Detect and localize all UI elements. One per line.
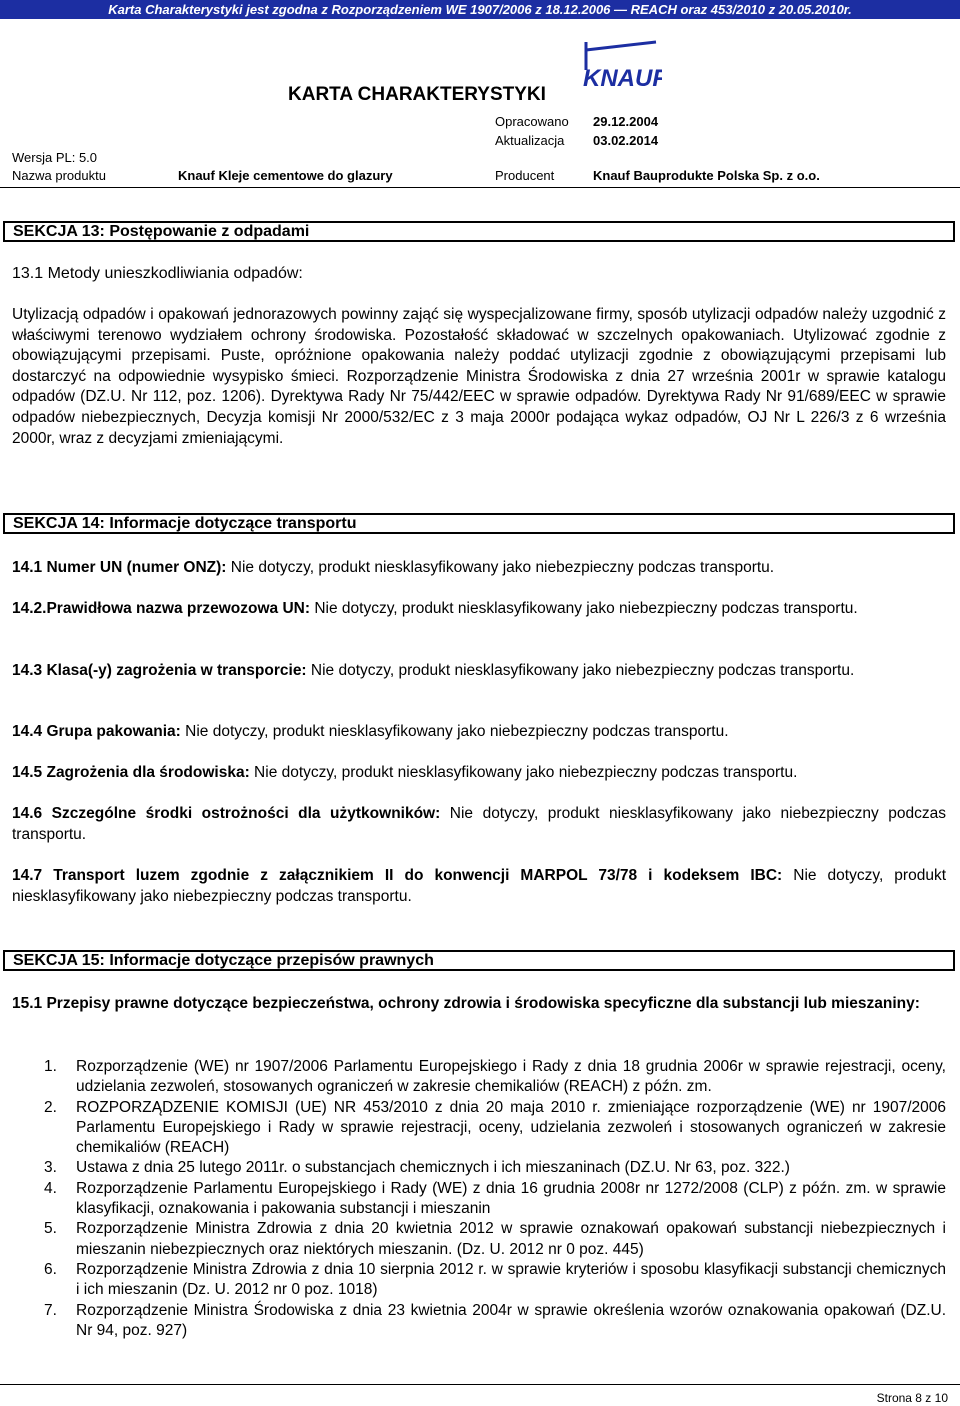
item-14-6 xyxy=(12,804,946,845)
item-14-4 xyxy=(12,722,946,743)
created-label: Opracowano xyxy=(495,114,569,129)
item-14-3 xyxy=(12,661,946,682)
knauf-logo xyxy=(580,40,662,97)
regulations-list xyxy=(12,1057,946,1341)
list-item xyxy=(12,1301,946,1342)
created-date: 29.12.2004 xyxy=(593,114,659,129)
list-item xyxy=(12,1219,946,1260)
item-14-2 xyxy=(12,599,946,620)
product-name: Knauf Kleje cementowe do glazury xyxy=(178,168,393,183)
regulation-banner: Karta Charakterystyki jest zgodna z Rozporządzeniem WE 1907/2006 z 18.12.2006 — REACH oraz 453/2010 z 20.05.2010r. xyxy=(0,0,960,19)
header-divider xyxy=(0,187,960,188)
section-14-heading: SEKCJA 14: Informacje dotyczące transportu xyxy=(3,513,955,534)
list-text: Rozporządzenie Ministra Środowiska z dnia 23 kwietnia 2004r w sprawie określenia wzorów oznakowania opakowań (DZ.U. Nr 94, poz. 927) xyxy=(76,1301,946,1339)
item-14-7-label: 14.7 Transport luzem zgodnie z załącznikiem II do konwencji MARPOL 73/78 i kodeksem IBC: xyxy=(12,867,783,884)
item-14-3-label: 14.3 Klasa(-y) zagrożenia w transporcie: xyxy=(12,662,307,679)
item-14-1-text: Nie dotyczy, produkt niesklasyfikowany jako niebezpieczny podczas transportu. xyxy=(226,559,775,576)
list-item xyxy=(12,1098,946,1159)
list-item xyxy=(12,1179,946,1220)
document-title: KARTA CHARAKTERYSTYKI xyxy=(288,84,546,105)
list-text: ROZPORZĄDZENIE KOMISJI (UE) NR 453/2010 z dnia 20 maja 2010 r. zmieniające rozporządzenie (WE) nr 1907/2006 Parlamentu Europejskiego i Rady w sprawie rejestracji, oceny, udzielania zezwoleń i stosowanych ograniczeń w zakresie chemikaliów (REACH) xyxy=(76,1098,946,1157)
logo-text: KNAUF xyxy=(583,65,662,92)
list-item xyxy=(12,1260,946,1301)
list-number: 1. xyxy=(44,1058,57,1075)
list-text: Rozporządzenie Parlamentu Europejskiego i Rady (WE) z dnia 16 grudnia 2008r nr 1272/2008 (CLP) z późn. zm. w sprawie klasyfikacji, oznakowania i pakowania substancji i mieszanin xyxy=(76,1179,946,1218)
list-number: 3. xyxy=(44,1159,57,1177)
producer-label: Producent xyxy=(495,168,555,183)
item-14-5 xyxy=(12,763,946,784)
section-15-heading: SEKCJA 15: Informacje dotyczące przepisów prawnych xyxy=(3,950,955,971)
item-14-4-label: 14.4 Grupa pakowania: xyxy=(12,723,181,740)
list-number: 4. xyxy=(44,1179,57,1197)
list-number: 7. xyxy=(44,1301,57,1319)
item-14-7-text: Nie dotyczy, produkt niesklasyfikowany jako niebezpieczny podczas transportu. xyxy=(12,867,946,905)
item-14-6-text: Nie dotyczy, produkt niesklasyfikowany jako niebezpieczny podczas transportu. xyxy=(12,805,946,843)
list-number: 6. xyxy=(44,1260,57,1278)
item-14-1-label: 14.1 Numer UN (numer ONZ): xyxy=(12,559,227,576)
item-14-2-text: Nie dotyczy, produkt niesklasyfikowany jako niebezpieczny podczas transportu. xyxy=(310,600,858,617)
version: Wersja PL: 5.0 xyxy=(12,150,98,165)
footer-divider xyxy=(0,1384,960,1385)
section-13-1-heading: 13.1 Metody unieszkodliwiania odpadów: xyxy=(12,265,303,282)
section-13-1-body: Utylizacją odpadów i opakowań jednorazowych powinny zająć się wyspecjalizowane firmy, sposób utylizacji odpadów należy uzgodnić z właściwymi terenowo wydziałem ochrony środowiska. Pozostałość składować w szczelnych opakowaniach. Utylizować zgodnie z obowiązującymi przepisami. Puste, opróżnione opakowania należy poddać utylizacji zgodnie z obowiązującymi przepisami lub dostarczyć na odpowiednie wysypisko śmieci. Rozporządzenie Ministra Środowiska z dnia 27 września 2001r w sprawie katalogu odpadów (DZ.U. Nr 112, poz. 1206). Dyrektywa Rady Nr 75/442/EEC w sprawie odpadów. Dyrektywa Rady Nr 91/689/EEC w sprawie odpadów niebezpiecznych, Decyzja komisji Nr 2000/532/EC z 3 maja 2000r podająca wykaz odpadów, OJ Nr L 226/3 z 6 września 2000r, wraz z decyzjami zmieniającymi. xyxy=(12,306,946,447)
section-13-heading: SEKCJA 13: Postępowanie z odpadami xyxy=(3,221,955,242)
updated-label: Aktualizacja xyxy=(495,133,565,148)
item-14-5-text: Nie dotyczy, produkt niesklasyfikowany jako niebezpieczny podczas transportu. xyxy=(249,764,798,781)
list-text: Rozporządzenie Ministra Zdrowia z dnia 10 sierpnia 2012 r. w sprawie kryteriów i sposobu klasyfikacji substancji chemicznych i ich mieszanin (Dz. U. 2012 nr 0 poz. 1018) xyxy=(76,1260,946,1299)
item-14-7 xyxy=(12,866,946,907)
list-number: 2. xyxy=(44,1098,57,1116)
updated-date: 03.02.2014 xyxy=(593,133,659,148)
producer-name: Knauf Bauprodukte Polska Sp. z o.o. xyxy=(593,168,820,183)
item-14-5-label: 14.5 Zagrożenia dla środowiska: xyxy=(12,764,250,781)
section-15-1-heading: 15.1 Przepisy prawne dotyczące bezpieczeństwa, ochrony zdrowia i środowiska specyficzne dla substancji lub mieszaniny: xyxy=(12,995,920,1012)
product-name-label: Nazwa produktu xyxy=(12,168,106,183)
item-14-2-label: 14.2.Prawidłowa nazwa przewozowa UN: xyxy=(12,600,311,617)
item-14-4-text: Nie dotyczy, produkt niesklasyfikowany jako niebezpieczny podczas transportu. xyxy=(180,723,729,740)
list-item xyxy=(12,1158,946,1178)
list-number: 5. xyxy=(44,1220,57,1238)
list-text: Rozporządzenie Ministra Zdrowia z dnia 20 kwietnia 2012 w sprawie oznakowań opakowań substancji niebezpiecznych i mieszanin niebezpiecznych oraz niektórych mieszanin. (Dz. U. 2012 nr 0 poz. 445) xyxy=(76,1220,946,1258)
list-text: Rozporządzenie (WE) nr 1907/2006 Parlamentu Europejskiego i Rady z dnia 18 grudnia 2006r w sprawie rejestracji, oceny, udzielania zezwoleń, stosowanych ograniczeń w zakresie chemikaliów (REACH) z późn. zm. xyxy=(76,1058,946,1096)
item-14-3-text: Nie dotyczy, produkt niesklasyfikowany jako niebezpieczny podczas transportu. xyxy=(306,662,855,679)
list-text: Ustawa z dnia 25 lutego 2011r. o substancjach chemicznych i ich mieszaninach (DZ.U. Nr 63, poz. 322.) xyxy=(76,1159,790,1177)
page-number: Strona 8 z 10 xyxy=(876,1391,948,1405)
list-item xyxy=(12,1057,946,1098)
item-14-6-label: 14.6 Szczególne środki ostrożności dla użytkowników: xyxy=(12,805,441,822)
item-14-1 xyxy=(12,558,946,579)
